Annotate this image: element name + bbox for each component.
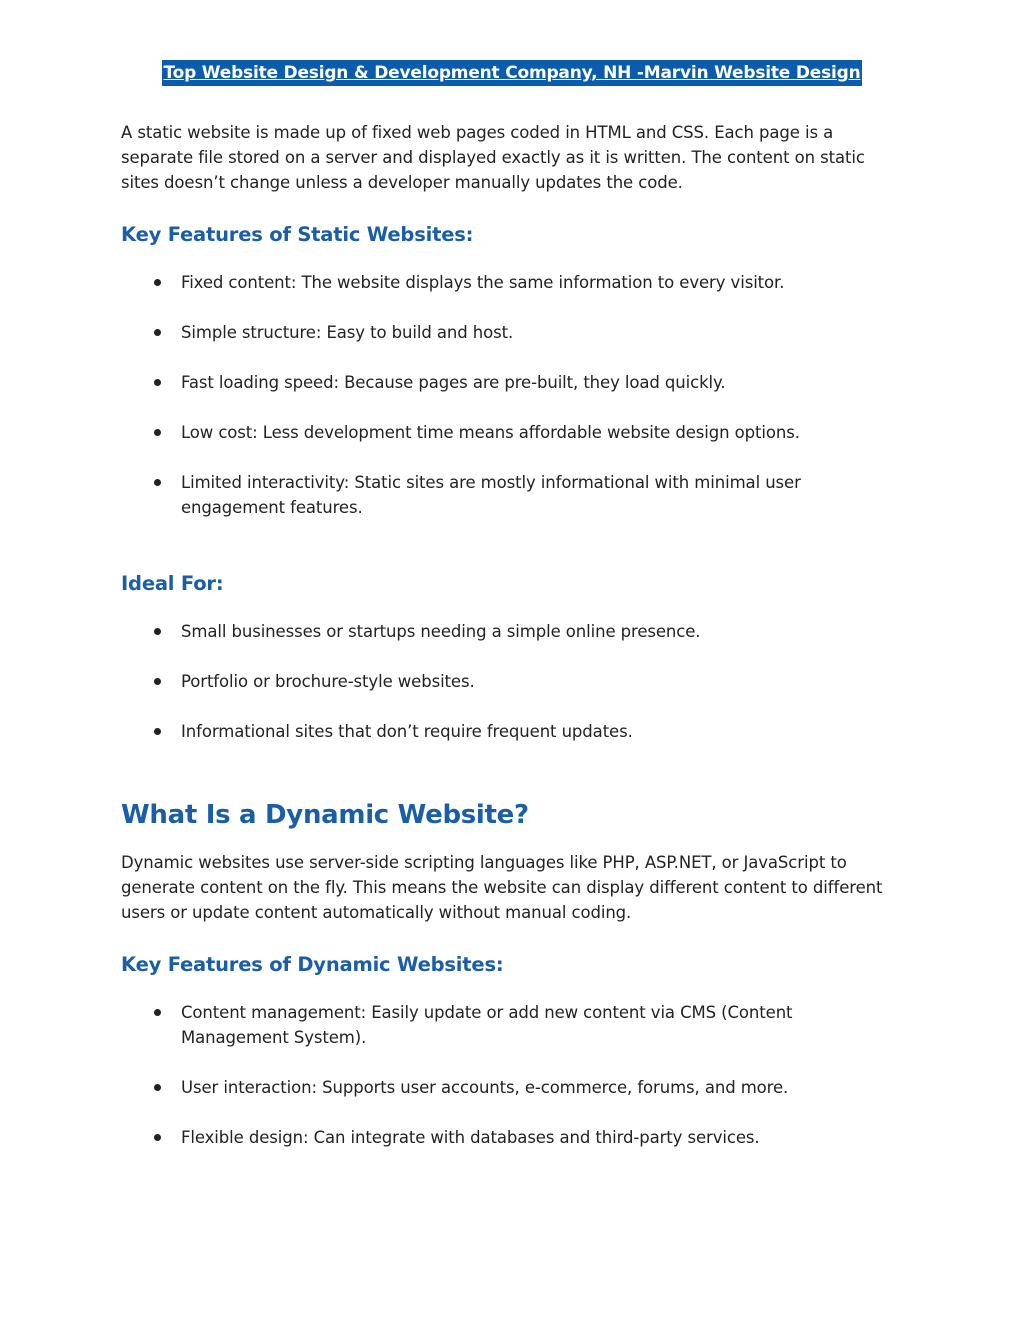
- dynamic-intro-paragraph: Dynamic websites use server-side scripting languages like PHP, ASP.NET, or JavaScript to generate content on the fly. This means the website can display different content to different users or update content automatically without manual coding.: [121, 853, 883, 922]
- list-item-text: Fast loading speed: Because pages are pre-built, they load quickly.: [181, 373, 726, 392]
- bullet-icon: [154, 279, 161, 286]
- list-item-text: User interaction: Supports user accounts, e-commerce, forums, and more.: [181, 1078, 789, 1097]
- list-item: [121, 270, 891, 295]
- ideal-for-list: [121, 619, 891, 744]
- list-item: [121, 370, 891, 395]
- document-body: [121, 120, 891, 1150]
- list-item: [121, 719, 891, 744]
- list-item: [121, 320, 891, 345]
- bullet-icon: [154, 1134, 161, 1141]
- bullet-icon: [154, 1009, 161, 1016]
- list-item-text: Portfolio or brochure-style websites.: [181, 672, 475, 691]
- dynamic-website-title: What Is a Dynamic Website?: [121, 800, 529, 830]
- list-item-text: Low cost: Less development time means affordable website design options.: [181, 423, 800, 442]
- list-item: [121, 1125, 891, 1150]
- header-link[interactable]: Top Website Design & Development Company, NH -Marvin Website Design: [162, 60, 861, 86]
- static-features-heading: Key Features of Static Websites:: [121, 223, 474, 246]
- bullet-icon: [154, 479, 161, 486]
- list-item-text: Fixed content: The website displays the same information to every visitor.: [181, 273, 785, 292]
- bullet-icon: [154, 628, 161, 635]
- dynamic-features-list: [121, 1000, 891, 1150]
- list-item-text: Small businesses or startups needing a simple online presence.: [181, 622, 701, 641]
- list-item-text: Informational sites that don’t require frequent updates.: [181, 722, 633, 741]
- list-item: [121, 470, 891, 520]
- bullet-icon: [154, 379, 161, 386]
- list-item: [121, 619, 891, 644]
- list-item-text: Simple structure: Easy to build and host.: [181, 323, 514, 342]
- bullet-icon: [154, 678, 161, 685]
- ideal-for-heading: Ideal For:: [121, 572, 224, 595]
- dynamic-features-heading: Key Features of Dynamic Websites:: [121, 953, 504, 976]
- list-item-text: Limited interactivity: Static sites are mostly informational with minimal user engagement features.: [181, 473, 801, 517]
- list-item: [121, 1000, 891, 1050]
- static-features-list: [121, 270, 891, 520]
- header: [0, 60, 1024, 86]
- list-item: [121, 1075, 891, 1100]
- bullet-icon: [154, 329, 161, 336]
- list-item: [121, 420, 891, 445]
- static-intro-paragraph: A static website is made up of fixed web pages coded in HTML and CSS. Each page is a separate file stored on a server and displayed exactly as it is written. The content on static sites doesn’t change unless a developer manually updates the code.: [121, 123, 865, 192]
- bullet-icon: [154, 1084, 161, 1091]
- bullet-icon: [154, 429, 161, 436]
- list-item-text: Content management: Easily update or add new content via CMS (Content Management System).: [181, 1003, 793, 1047]
- list-item-text: Flexible design: Can integrate with databases and third-party services.: [181, 1128, 760, 1147]
- list-item: [121, 669, 891, 694]
- bullet-icon: [154, 728, 161, 735]
